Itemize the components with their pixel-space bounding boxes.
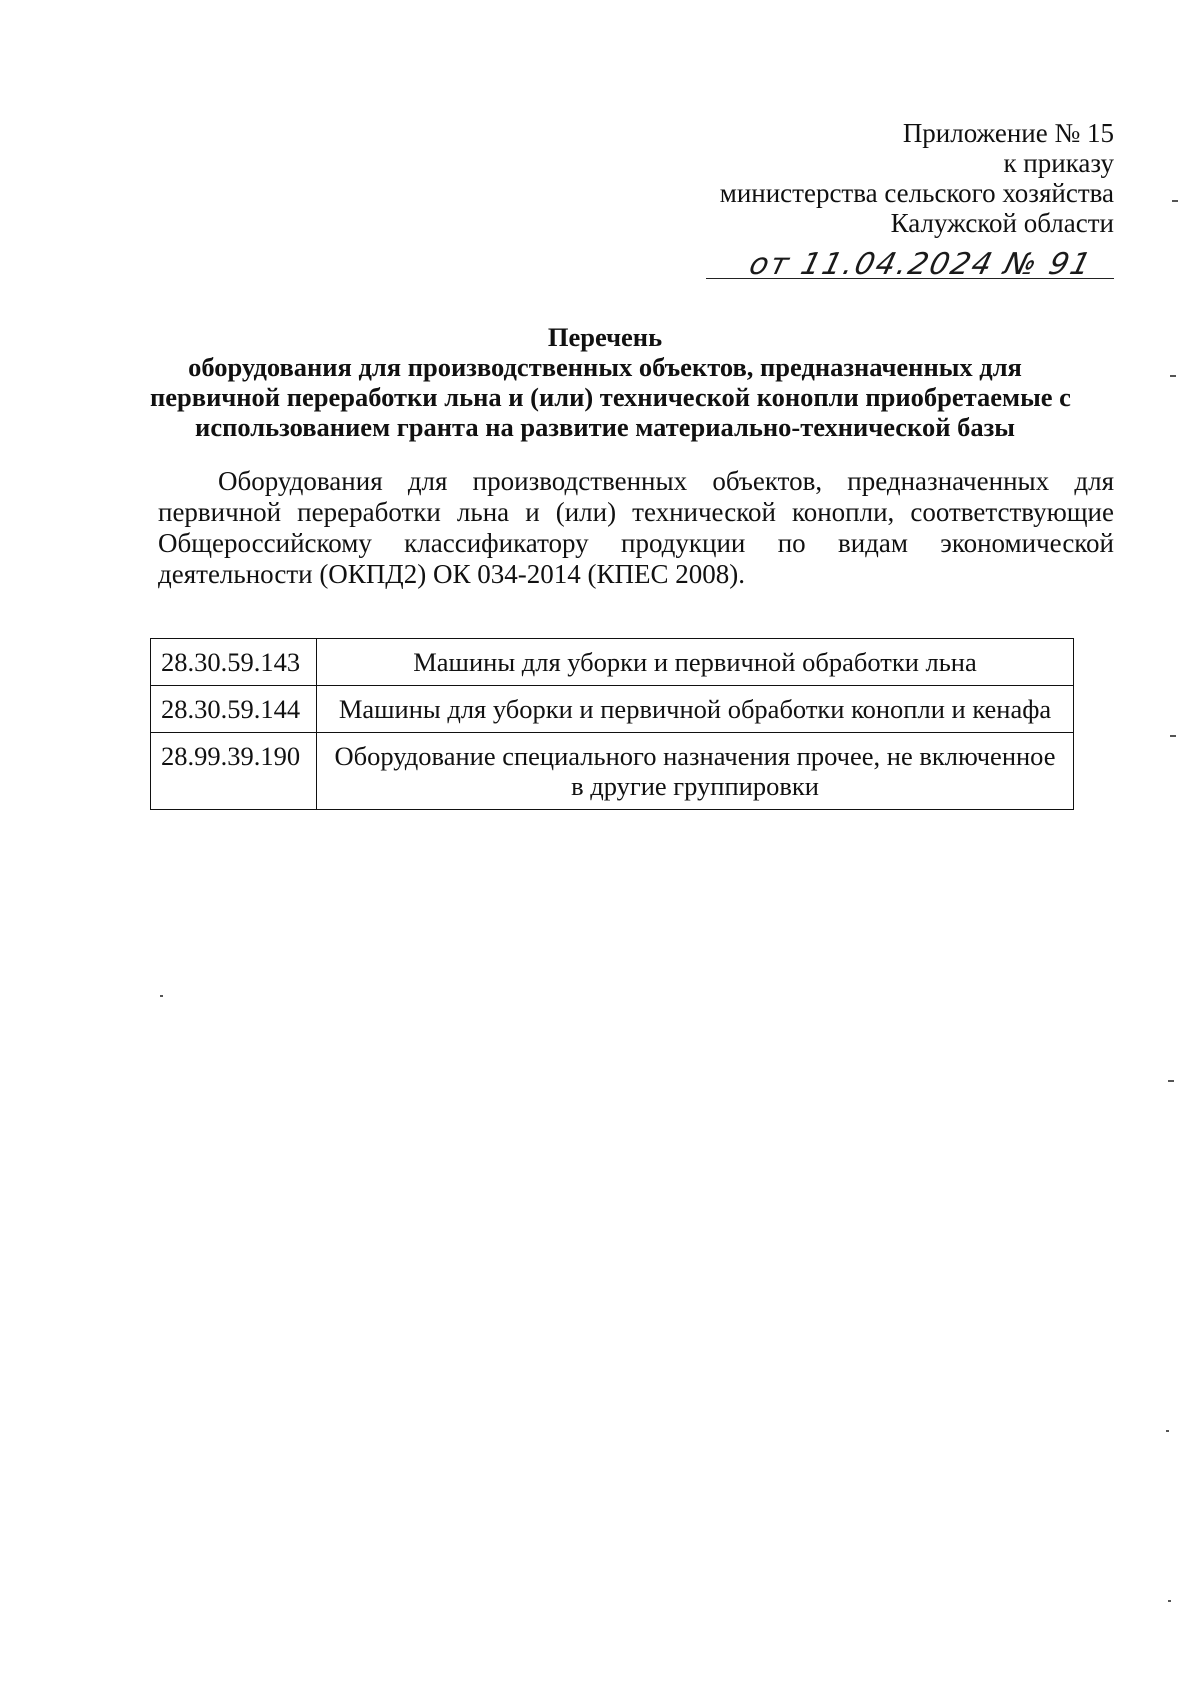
appendix-order-ref: к приказу: [1003, 148, 1114, 178]
appendix-header: [594, 118, 1114, 282]
equipment-name: Машины для уборки и первичной обработки льна: [317, 639, 1074, 686]
table-row: [151, 733, 1074, 810]
title-line-4: использованием гранта на развитие материально-технической базы: [195, 412, 1015, 442]
equipment-table: [150, 638, 1074, 810]
okpd-code: 28.30.59.144: [151, 686, 317, 733]
okpd-code: 28.30.59.143: [151, 639, 317, 686]
appendix-ministry: министерства сельского хозяйства: [719, 178, 1114, 208]
scan-speck: [1170, 735, 1176, 737]
table-row: [151, 639, 1074, 686]
handwritten-order-date: от 11.04.2024 № 91: [746, 247, 1097, 282]
appendix-region: Калужской области: [890, 208, 1114, 238]
scan-speck: [160, 995, 163, 997]
scan-speck: [1168, 1600, 1171, 1602]
title-line-2: оборудования для производственных объектов, предназначенных для: [188, 352, 1022, 382]
scan-speck: [1170, 375, 1176, 377]
okpd-code: 28.99.39.190: [151, 733, 317, 810]
title-line-3: первичной переработки льна и (или) технической конопли приобретаемые с: [150, 382, 1071, 412]
scan-speck: [1172, 200, 1178, 202]
intro-paragraph: [158, 466, 1114, 590]
scan-speck: [1168, 1080, 1174, 1082]
table-row: [151, 686, 1074, 733]
title-line-1: Перечень: [547, 322, 663, 352]
appendix-number: Приложение № 15: [902, 118, 1114, 148]
equipment-name: Машины для уборки и первичной обработки конопли и кенафа: [317, 686, 1074, 733]
document-title: [150, 322, 1071, 442]
equipment-name: Оборудование специального назначения прочее, не включенное в другие группировки: [317, 733, 1074, 810]
intro-text: Оборудования для производственных объектов, предназначенных для первичной переработки льна и (или) технической конопли, соответствующие Общероссийскому классификатору продукции по видам экономической деятельности (ОКПД2) ОК 034-2014 (КПЕС 2008).: [158, 466, 1114, 589]
order-date-line: [706, 242, 1114, 282]
scan-speck: [1166, 1430, 1169, 1432]
